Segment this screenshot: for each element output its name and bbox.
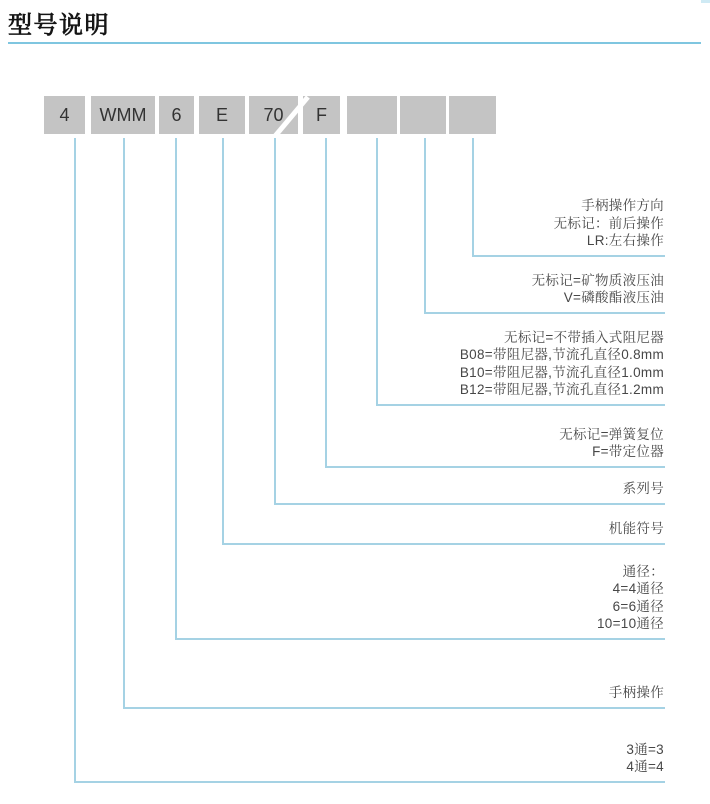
code-box-label: F xyxy=(316,104,327,125)
callout-line: LR:左右操作 xyxy=(586,233,664,249)
callout-line: 系列号 xyxy=(622,481,664,497)
callout-nominal-size xyxy=(597,563,664,633)
connector-vline xyxy=(175,138,177,640)
code-box-function xyxy=(199,96,245,134)
code-box-damper xyxy=(347,96,397,134)
callout-lever-operation xyxy=(609,684,664,702)
code-box-label: 6 xyxy=(171,104,182,125)
connector-hline xyxy=(274,503,665,505)
callout-lever-direction xyxy=(554,197,664,250)
connector-vline xyxy=(222,138,224,545)
callout-line: 10=10通径 xyxy=(596,616,664,632)
callout-line: 4=4通径 xyxy=(612,581,664,597)
code-box-label: E xyxy=(215,104,228,125)
code-box-ways xyxy=(44,96,85,134)
callout-line: 无标记=弹簧复位 xyxy=(559,426,664,442)
connector-vline xyxy=(424,138,426,314)
page-title: 型号说明 xyxy=(8,12,110,39)
callout-line: 无标记=矿物质液压油 xyxy=(531,272,664,288)
connector-vline xyxy=(123,138,125,709)
callout-line: B08=带阻尼器,节流孔直径0.8mm xyxy=(459,347,664,363)
code-box-operation xyxy=(91,96,155,134)
callout-line: 4通=4 xyxy=(626,759,664,775)
callout-series-number xyxy=(623,480,664,498)
code-box-direction xyxy=(449,96,496,134)
code-box-size xyxy=(159,96,194,134)
callout-line: 手柄操作 xyxy=(608,685,664,701)
connector-vline xyxy=(325,138,327,468)
connector-vline xyxy=(376,138,378,406)
title-underline xyxy=(8,42,701,44)
code-box-label: 4 xyxy=(59,104,70,125)
callout-line: 机能符号 xyxy=(608,521,664,537)
callout-fluid-type xyxy=(532,272,664,307)
connector-hline xyxy=(472,255,665,257)
connector-hline xyxy=(74,781,665,783)
callout-line: 通径： xyxy=(622,563,664,579)
callout-line: F=带定位器 xyxy=(592,444,664,460)
code-box-label: 70 xyxy=(263,104,284,125)
callout-reset-type xyxy=(559,426,664,461)
callout-function-symbol xyxy=(609,520,664,538)
connector-vline xyxy=(472,138,474,257)
callout-line: B10=带阻尼器,节流孔直径1.0mm xyxy=(459,364,664,380)
connector-vline xyxy=(74,138,76,783)
code-box-label: WMM xyxy=(99,104,147,125)
callout-line: V=磷酸酯液压油 xyxy=(563,290,664,306)
code-box-reset xyxy=(303,96,340,134)
page-corner-mark xyxy=(701,0,710,3)
connector-hline xyxy=(325,466,665,468)
connector-hline xyxy=(376,404,665,406)
callout-damper xyxy=(460,329,664,399)
connector-vline xyxy=(274,138,276,505)
callout-line: 6=6通径 xyxy=(612,598,664,614)
code-box-fluid xyxy=(400,96,446,134)
connector-hline xyxy=(175,638,665,640)
connector-hline xyxy=(222,543,665,545)
callout-line: B12=带阻尼器,节流孔直径1.2mm xyxy=(459,382,664,398)
connector-hline xyxy=(123,707,665,709)
callout-line: 无标记=不带插入式阻尼器 xyxy=(504,329,664,345)
callout-line: 无标记：前后操作 xyxy=(553,215,664,231)
callout-line: 3通=3 xyxy=(626,741,664,757)
callout-line: 手柄操作方向 xyxy=(581,198,664,214)
callout-ways xyxy=(626,741,664,776)
connector-hline xyxy=(424,312,665,314)
